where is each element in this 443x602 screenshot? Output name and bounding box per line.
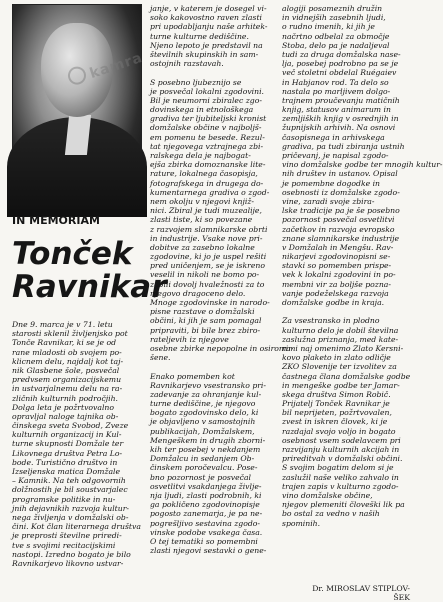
text-line: rimi naj omenimo Zlato Kersni- xyxy=(282,343,404,353)
text-line: kumentarnega gradiva o zgod- xyxy=(150,187,270,197)
text-line: tve s svojimi recitacijskimi xyxy=(12,540,116,550)
portrait-photo xyxy=(12,4,142,194)
text-line: kih ter posebej v nekdanjem xyxy=(150,445,261,454)
watermark-text: kamra xyxy=(87,49,145,83)
text-line: začetkov in razvoja evropsko xyxy=(282,224,395,234)
text-line: nem okolju v njegovi knjiž- xyxy=(150,196,254,206)
text-line: in mengeške godbe ter Jamar- xyxy=(282,380,400,390)
text-line: razdajal svojo voljo in bogato xyxy=(282,426,396,436)
text-line: klicnem delu, najdalj kot taj- xyxy=(12,356,124,366)
text-line: bogato zgodovinsko delo, ki xyxy=(150,408,259,418)
text-column-left xyxy=(12,320,144,568)
text-line: veselil in nikoli ne bomo po- xyxy=(150,270,260,280)
text-line: zvest in iskren človek, ki je xyxy=(282,417,388,427)
text-line: Izseljenska matica Domžale xyxy=(12,467,121,476)
text-line: Tonče Ravnikar, ki se je od xyxy=(12,338,117,348)
text-line: več stoletni obdelal Ruégaiev xyxy=(282,68,397,78)
text-line: O tej tematiki so pomembni xyxy=(150,536,258,546)
text-line: dolžnostih je bil soustvarjalec xyxy=(12,485,128,495)
text-line: v Domžalah in Mengšu. Rav- xyxy=(282,242,394,252)
text-line: nik Glasbene šole, posvečal xyxy=(12,365,120,375)
text-line: činskem poročevalcu. Pose- xyxy=(150,463,258,473)
text-line: opravljal naloge tajnika ob- xyxy=(12,411,119,421)
text-line: ralskega dela je najbogat- xyxy=(150,151,251,160)
text-line: pričevanj, je napisal zgodo- xyxy=(282,151,389,160)
text-line: kulturno delo je dobil številna xyxy=(282,325,399,335)
text-line: vine, zaradi svoje zbira- xyxy=(282,196,375,206)
text-line: rature, lokalnega časopisja, xyxy=(150,169,258,179)
text-line: nega življenja v domžalski ob- xyxy=(12,512,129,522)
text-line: knjig, statusov animarum in xyxy=(282,105,391,115)
text-line: zlasti tiste, ki so povezane xyxy=(150,215,253,225)
text-line: zabili dovolj hvaležnosti za to xyxy=(150,279,265,289)
text-line: fotografskega in drugega do- xyxy=(150,178,264,188)
text-line: pogosto zanemarja, je pa ne- xyxy=(150,509,263,519)
text-line: Mengeškem in drugih zborni- xyxy=(150,435,266,445)
text-line: in industrije. Vsake nove pri- xyxy=(150,233,263,243)
text-line: turne skupnosti Domžale ter xyxy=(12,439,124,449)
text-line: in ustvarjalnemu delu na ra- xyxy=(12,384,123,394)
title-first-name: Tonček xyxy=(12,236,133,272)
text-line: častnega člana domžalske godbe xyxy=(282,371,411,381)
text-line: gradiva, pa tudi zbiranja ustnih xyxy=(282,141,405,151)
text-line: jnih dejavnikih razvoja kultur- xyxy=(12,503,129,513)
text-line: je pomembne dogodke in xyxy=(282,178,381,188)
text-line: ejša zbirka domoznanske lite- xyxy=(150,160,266,170)
text-line: je posvečal lokalni zgodovini. xyxy=(150,86,264,96)
text-line: o rudno imenih, ki jih je xyxy=(282,22,375,32)
text-line: turne dediščine, je njegovo xyxy=(150,399,256,409)
text-line: zlasti njegovi sestavki o gene- xyxy=(150,546,267,556)
text-line: zadevanje za ohranjanje kul- xyxy=(150,389,262,399)
text-line: pisne razstave o domžalski xyxy=(150,307,255,317)
text-line: spominih. xyxy=(282,518,321,528)
text-line: prireditvah v domžalski občini. xyxy=(282,454,403,464)
text-line: dobitve za zasebno lokalne xyxy=(150,242,255,252)
text-line: šene. xyxy=(150,353,171,363)
text-line: em pomenu te besede. Rezul- xyxy=(150,132,265,142)
text-line: zaslužil naše veliko zahvalo in xyxy=(282,472,399,482)
text-line: zgodovine, ki jo je uspel rešiti xyxy=(150,252,267,262)
text-line: pozornost posvečal osvetlitvi xyxy=(282,215,395,225)
section-label: IN MEMORIAM xyxy=(12,214,100,227)
text-line: nastala po marljivem dolgo- xyxy=(282,86,391,96)
text-line: S svojim bogatim delom si je xyxy=(282,463,394,473)
text-line: turne kulturne dediščine. xyxy=(150,31,249,41)
text-line: lske tradicije pa je še posebno xyxy=(282,206,400,216)
text-line: rateljevih iz njegove xyxy=(150,334,229,344)
text-line: osebnost vsem sodelavcem pri xyxy=(282,435,401,445)
text-line: ZKO Slovenije ter izvolitev za xyxy=(282,362,397,372)
text-line: ostojnih razstavah. xyxy=(150,59,224,69)
text-line: z razvojem slamnikarske obrti xyxy=(150,224,268,234)
text-line: domžalske občine v najboljš- xyxy=(150,123,262,133)
text-line: vanje podeželskega razvoja xyxy=(282,288,389,298)
text-line: župnijskih arhivih. Na osnovi xyxy=(282,123,396,133)
text-line: nih društev in ustanov. Opisal xyxy=(282,169,398,179)
text-line: Za vsestransko in plodno xyxy=(282,316,380,326)
text-line: pripraviti, bi bile brez zbiro- xyxy=(150,325,261,335)
text-line: bode. Turistično društvo in xyxy=(12,457,118,467)
text-line: Ravnikarjevo vsestransko pri- xyxy=(150,380,266,390)
text-line: gradiva ter ljubiteljski kronist xyxy=(150,114,267,124)
text-line: Domžalcu in sedanjem Ob- xyxy=(150,454,255,464)
text-line: osebnosti iz domžalske zgodo- xyxy=(282,187,400,197)
text-line: zličnih kulturnih področjih. xyxy=(12,393,118,403)
text-line: nja ljudi, zlasti podrobnih, ki xyxy=(150,490,262,500)
text-line: Enako pomemben kot xyxy=(150,371,235,381)
text-line: pred uničenjem, se je iskreno xyxy=(150,261,265,271)
text-line: je objavljeno v samostojnih xyxy=(150,417,256,427)
text-line: bo ostal za vedno v naših xyxy=(282,509,380,519)
text-line: nikarjevi zgodovinopisni se- xyxy=(282,252,391,262)
text-line: – Kamnik. Na teh odgovornih xyxy=(12,476,126,486)
text-line: kulturnih organizacij in Kul- xyxy=(12,430,122,440)
author-signature: Dr. MIROSLAV STIPLOV- ŠEK xyxy=(312,584,410,602)
text-line: tudi za druga domžalska nase- xyxy=(282,49,401,59)
text-line: predvsem organizacijskemu xyxy=(12,375,122,385)
text-line: starosti sklenil življenjsko pot xyxy=(12,329,128,339)
text-line: nastopi. Izredno bogato je bilo xyxy=(12,549,131,559)
text-line: vino domžalske občine, xyxy=(282,490,373,500)
text-line xyxy=(150,362,278,371)
text-line: pogrešljivo sestavina zgodo- xyxy=(150,518,260,528)
text-line: Mnoge zgodovinske in narodo- xyxy=(150,298,270,307)
text-line: S posebno ljubeznijo se xyxy=(150,77,242,87)
text-line: publikacijah, Domžalskem, xyxy=(150,426,255,436)
text-line: skega društva Simon Robič. xyxy=(282,389,391,399)
text-line: činskega sveta Svobod, Zveze xyxy=(12,421,129,431)
text-line: vek k lokalni zgodovini in po- xyxy=(282,270,396,280)
article-title xyxy=(12,238,167,304)
text-line: načrtno odbelal za območje xyxy=(282,31,390,41)
text-line: Ravnikarjevo likovno ustvar- xyxy=(12,558,124,568)
text-line xyxy=(282,307,410,316)
portrait-shirt xyxy=(65,115,91,155)
text-line: lja, posebej podrobno pa se je xyxy=(282,59,399,69)
text-line: Dne 9. marca je v 71. letu xyxy=(12,320,113,329)
text-line: osvetlitvi vsakdanjega življe- xyxy=(150,481,262,491)
text-line: dovinskega in etnološkega xyxy=(150,105,254,115)
text-line: Bil je neumorni zbiralec zgo- xyxy=(150,95,262,105)
text-line: soko kakovostno raven zlasti xyxy=(150,13,262,23)
text-line: razvijanju kulturnih akcijah in xyxy=(282,445,400,454)
text-line: zaslužna priznanja, med kate- xyxy=(282,334,399,344)
text-line: nici. Zbiral je tudi muzealije, xyxy=(150,206,262,216)
text-line: trajnem proučevanju matičnih xyxy=(282,95,400,105)
text-column-right xyxy=(282,4,443,528)
text-line: zemljiških knjig v osrednjih in xyxy=(282,114,399,124)
text-line: Dolga leta je požrtvovalno xyxy=(12,402,114,412)
text-line: vino domžalske godbe ter mnogih kultur- xyxy=(282,160,443,170)
text-line: in vidnejših zasebnih ljudi, xyxy=(282,13,386,23)
text-line: stavki so pomemben prispe- xyxy=(282,261,392,271)
text-line: in Habjanov rod. Ta delo so xyxy=(282,77,389,87)
text-line: alogiji posameznih družin xyxy=(282,4,383,13)
text-line: kovo plaketo in zlato odličje xyxy=(282,353,391,363)
text-line: membni vir za boljše pozna- xyxy=(282,279,391,289)
text-line: tat njegovega vztrajnega zbi- xyxy=(150,141,264,151)
text-line: programske politike in nu- xyxy=(12,494,116,504)
text-line: Njeno lepoto je predstavil na xyxy=(150,40,263,50)
text-line xyxy=(150,68,278,77)
text-line: je preprosti številne priredi- xyxy=(12,531,122,541)
text-line: bil neprijeten, požrtvovalen, xyxy=(282,408,392,418)
text-line: Prijatelj Tonček Ravnikar je xyxy=(282,399,390,409)
text-line: čini. Kot član literarnega društva xyxy=(12,522,141,532)
text-line: časopisnega in arhivskega xyxy=(282,132,385,142)
text-line: njegovo dragoceno delo. xyxy=(150,288,246,298)
text-line: rane mladosti ob svojem po- xyxy=(12,347,122,357)
text-line: znane slamnikarske industrije xyxy=(282,233,400,243)
text-line: trajen zapis v kulturno zgodo- xyxy=(282,481,399,491)
text-line: osebne zbirke nepopolne in osiroma- xyxy=(150,343,294,353)
text-line: pri upodabljanju naše arhitek- xyxy=(150,22,268,32)
text-line: številnih skupinskih in sam- xyxy=(150,49,259,59)
text-line: občini, ki jih je sam pomagal xyxy=(150,316,262,326)
title-last-name: Ravnikar xyxy=(12,269,167,305)
text-line: ga pokličeno zgodovinopisje xyxy=(150,500,260,510)
text-column-middle xyxy=(150,4,294,556)
text-line: Stoba, delo pa je nadaljeval xyxy=(282,40,390,50)
text-line: njegov plemeniti človeški lik pa xyxy=(282,500,405,510)
text-line: Likovnega društva Petra Lo- xyxy=(12,448,123,458)
text-line: janje, v katerem je dosegel vi- xyxy=(150,4,267,13)
text-line: bno pozornost je posvečal xyxy=(150,472,252,482)
text-line: vinske podobe vsakega časa. xyxy=(150,527,263,537)
text-line: domžalske godbe in kraja. xyxy=(282,298,385,307)
